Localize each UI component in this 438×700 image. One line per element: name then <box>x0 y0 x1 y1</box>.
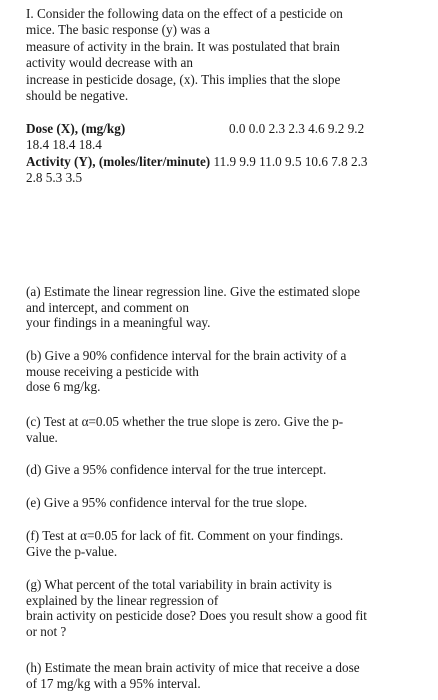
question-line: dose 6 mg/kg. <box>26 379 101 395</box>
question-line: explained by the linear regression of <box>26 592 219 608</box>
question-line: mouse receiving a pesticide with <box>26 363 199 379</box>
intro-line: should be negative. <box>26 88 129 104</box>
intro-line: activity would decrease with an <box>26 55 193 71</box>
intro-line: increase in pesticide dosage, (x). This implies that the slope <box>26 71 341 87</box>
dose-values: 0.0 0.0 2.3 2.3 4.6 9.2 9.2 <box>229 121 365 136</box>
question-line: and intercept, and comment on <box>26 299 189 315</box>
question-e <box>26 495 421 511</box>
problem-intro <box>26 6 421 104</box>
question-line: brain activity on pesticide dose? Does you result show a good fit <box>26 608 367 624</box>
question-line: (e) Give a 95% confidence interval for the true slope. <box>26 495 308 510</box>
question-h <box>26 660 421 691</box>
question-d <box>26 462 421 478</box>
question-a <box>26 284 421 331</box>
question-line: (d) Give a 95% confidence interval for the true intercept. <box>26 462 327 477</box>
question-line: of 17 mg/kg with a 95% interval. <box>26 675 201 691</box>
question-line: value. <box>26 429 58 445</box>
question-line: (a) Estimate the linear regression line. Give the estimated slope <box>26 284 360 299</box>
dose-row <box>26 121 426 137</box>
activity-values-continued: 2.8 5.3 3.5 <box>26 170 83 186</box>
dose-label: Dose (X), (mg/kg) <box>26 121 126 136</box>
question-line: (c) Test at α=0.05 whether the true slope is zero. Give the p- <box>26 414 344 429</box>
question-line: (b) Give a 90% confidence interval for the brain activity of a <box>26 348 347 363</box>
dose-values-continued: 18.4 18.4 18.4 <box>26 137 102 153</box>
question-line: (h) Estimate the mean brain activity of mice that receive a dose <box>26 660 360 675</box>
intro-line: I. Consider the following data on the effect of a pesticide on <box>26 6 343 21</box>
question-line: (f) Test at α=0.05 for lack of fit. Comment on your findings. <box>26 528 344 543</box>
activity-label: Activity (Y), (moles/liter/minute) <box>26 153 211 169</box>
question-b <box>26 348 421 395</box>
data-table <box>26 121 426 187</box>
question-f <box>26 528 421 559</box>
question-line: your findings in a meaningful way. <box>26 315 211 331</box>
activity-row <box>26 154 426 170</box>
activity-values: 11.9 9.9 11.0 9.5 10.6 7.8 2.3 <box>210 153 368 169</box>
question-c <box>26 414 421 445</box>
intro-line: mice. The basic response (y) was a <box>26 22 210 38</box>
question-line: (g) What percent of the total variability in brain activity is <box>26 577 332 592</box>
question-line: Give the p-value. <box>26 543 118 559</box>
intro-line: measure of activity in the brain. It was postulated that brain <box>26 38 340 54</box>
question-g <box>26 577 421 639</box>
question-line: or not ? <box>26 623 67 639</box>
